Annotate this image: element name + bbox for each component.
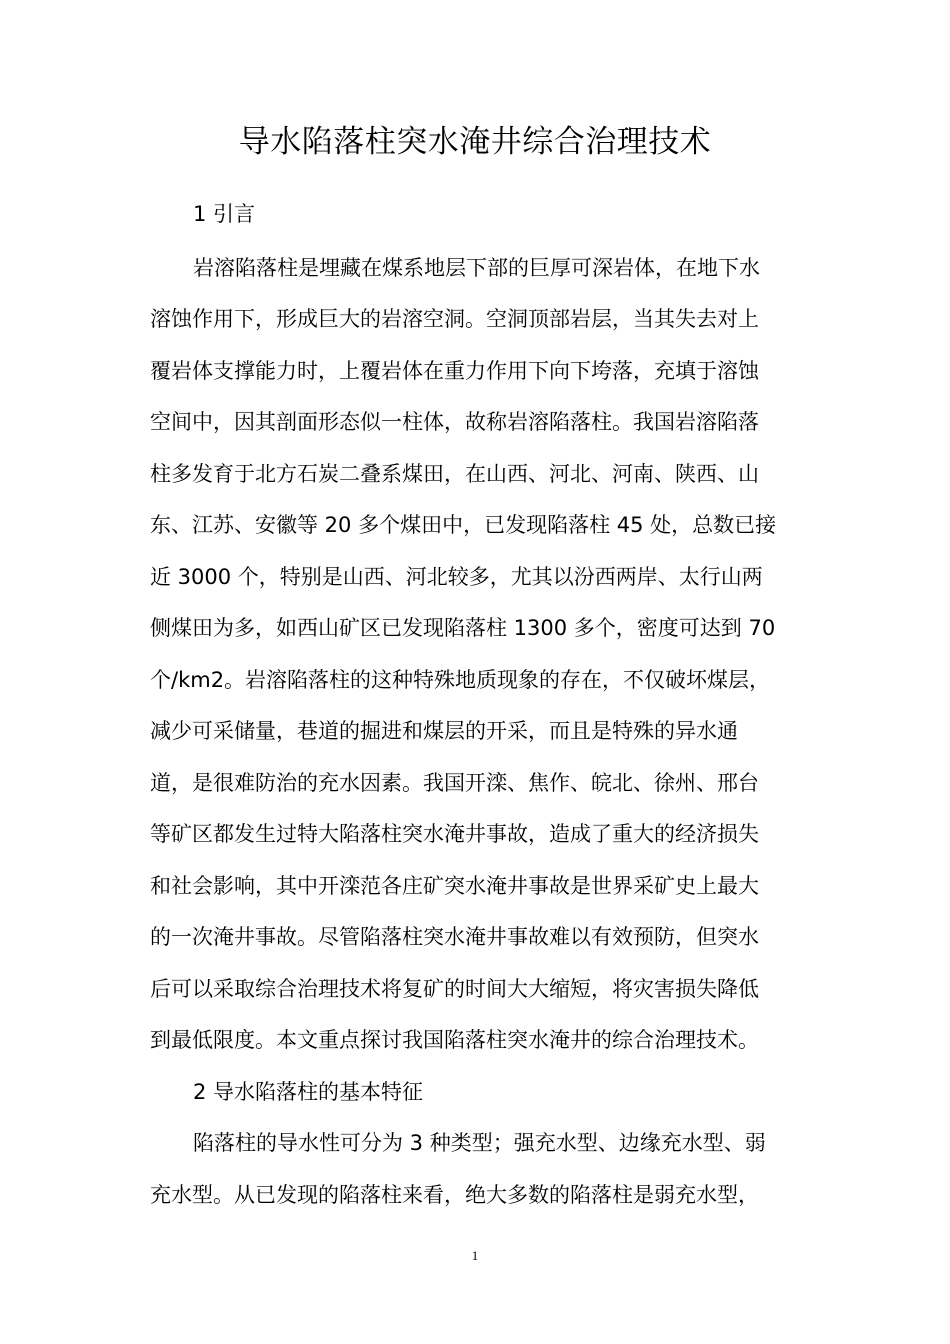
paragraph-line: 近 3000 个，特别是山西、河北较多，尤其以汾西两岸、太行山两 <box>150 565 763 589</box>
document-title: 导水陷落柱突水淹井综合治理技术 <box>238 124 712 160</box>
paragraph-line: 溶蚀作用下，形成巨大的岩溶空洞。空洞顶部岩层，当其失去对上 <box>150 307 759 331</box>
paragraph-line: 侧煤田为多，如西山矿区已发现陷落柱 1300 多个，密度可达到 70 <box>150 616 776 640</box>
paragraph-line: 柱多发育于北方石炭二叠系煤田，在山西、河北、河南、陕西、山 <box>150 462 759 486</box>
paragraph-line: 岩溶陷落柱是埋藏在煤系地层下部的巨厚可深岩体，在地下水 <box>193 256 760 280</box>
paragraph-line: 道，是很难防治的充水因素。我国开滦、焦作、皖北、徐州、邢台 <box>150 771 759 795</box>
paragraph-line: 覆岩体支撑能力时，上覆岩体在重力作用下向下垮落，充填于溶蚀 <box>150 359 759 383</box>
paragraph-line: 个/km2。岩溶陷落柱的这种特殊地质现象的存在，不仅破坏煤层， <box>150 668 771 692</box>
paragraph-line: 后可以采取综合治理技术将复矿的时间大大缩短，将灾害损失降低 <box>150 977 759 1001</box>
section-heading-features: 2 导水陷落柱的基本特征 <box>193 1080 424 1104</box>
section-heading-introduction: 1 引言 <box>193 202 256 226</box>
paragraph-line: 和社会影响，其中开滦范各庄矿突水淹井事故是世界采矿史上最大 <box>150 874 759 898</box>
paragraph-line: 减少可采储量，巷道的掘进和煤层的开采，而且是特殊的异水通 <box>150 719 738 743</box>
paragraph-line: 空间中，因其剖面形态似一柱体，故称岩溶陷落柱。我国岩溶陷落 <box>150 410 759 434</box>
paragraph-line: 的一次淹井事故。尽管陷落柱突水淹井事故难以有效预防，但突水 <box>150 925 759 949</box>
paragraph-line: 充水型。从已发现的陷落柱来看，绝大多数的陷落柱是弱充水型， <box>150 1183 759 1207</box>
paragraph-line: 到最低限度。本文重点探讨我国陷落柱突水淹井的综合治理技术。 <box>150 1028 759 1052</box>
paragraph-line: 东、江苏、安徽等 20 多个煤田中，已发现陷落柱 45 处，总数已接 <box>150 513 777 537</box>
paragraph-line: 陷落柱的导水性可分为 3 种类型；强充水型、边缘充水型、弱 <box>193 1131 766 1155</box>
paragraph-line: 等矿区都发生过特大陷落柱突水淹井事故，造成了重大的经济损失 <box>150 822 759 846</box>
page-number: 1 <box>471 1248 479 1263</box>
